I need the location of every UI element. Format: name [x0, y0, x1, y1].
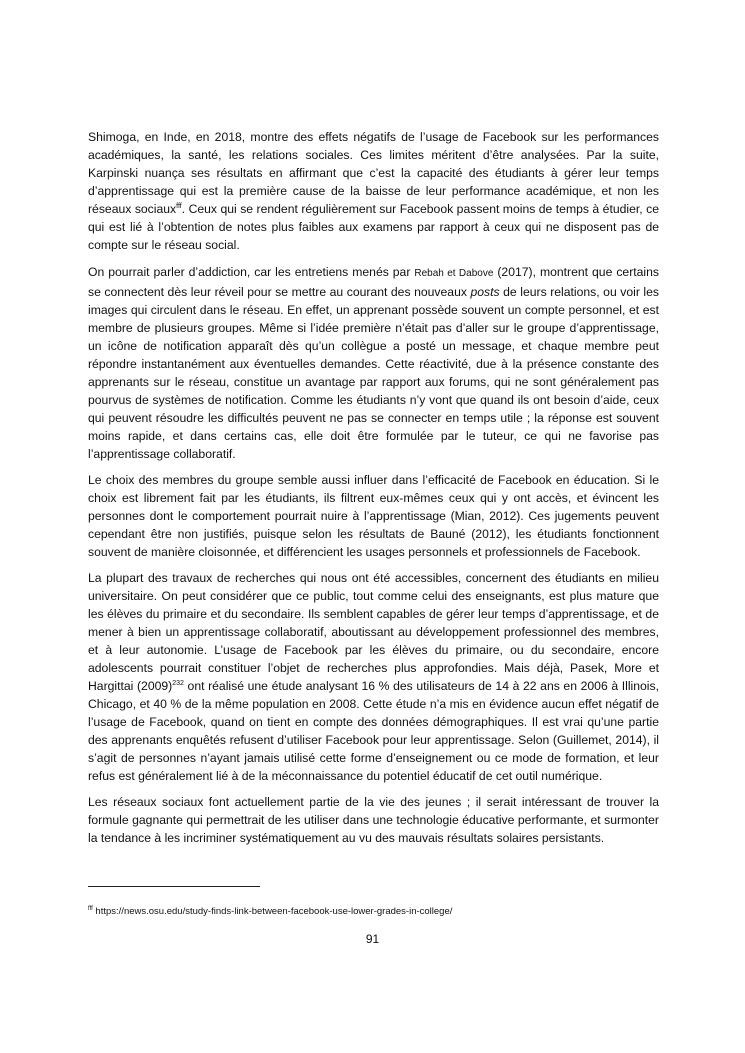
paragraph-2-text-mid: (2017), montrent que certains se connectent dès leur réveil pour se mettre au courant des nouveaux	[88, 265, 659, 299]
footnote-reference[interactable]: fff	[176, 202, 182, 210]
paragraph-3: Le choix des membres du groupe semble aussi influer dans l’efficacité de Facebook en éducation. Si le choix est librement fait par les étudiants, ils filtrent eux-mêmes ceux qui y ont accès, et évincent les personnes dont le comportement pourrait nuire à l’apprentissage (Mian, 2012). Ces jugements peuvent cependant être non justifiés, puisque selon les résultats de Bauné (2012), les étudiants fonctionnent souvent de manière cloisonnée, et différencient les usages personnels et professionnels de Facebook.	[88, 473, 659, 559]
footnote-mark: fff	[88, 905, 93, 912]
paragraph-4	[88, 569, 659, 785]
superscript-reference: 232	[172, 679, 184, 687]
paragraph-5: Les réseaux sociaux font actuellement partie de la vie des jeunes ; il serait intéressant de trouver la formule gagnante qui permettrait de les utiliser dans une technologie éducative performante, et surmonter la tendance à les incriminer systématiquement au vu des mauvais résultats solaires persistants.	[88, 795, 659, 845]
emphasis-posts: posts	[470, 285, 500, 299]
body-text	[88, 128, 659, 855]
paragraph-4-text-cont: ont réalisé une étude analysant 16 % des utilisateurs de 14 à 22 ans en 2006 à Illinois, Chicago, et 40 % de la même population en 2008. Cette étude n’a mis en évidence aucun effet négatif de l’usage de Facebook, quand on tient en compte des données démographiques. Il est vrai qu’une partie des apprenants enquêtés refusent d’utiliser Facebook pour leur apprentissage. Selon (Guillemet, 2014), il s’agit de personnes n’ayant jamais utilisé cette forme d’enseignement ou ce mode de formation, et leur refus est généralement lié à de la méconnaissance du potentiel éducatif de cet outil numérique.	[88, 679, 659, 783]
paragraph-2-text: On pourrait parler d’addiction, car les entretiens menés par	[88, 265, 415, 279]
paragraph-2	[88, 263, 659, 463]
paragraph-1-text: Shimoga, en Inde, en 2018, montre des effets négatifs de l’usage de Facebook sur les performances académiques, la santé, les relations sociales. Ces limites méritent d’être analysées. Par la suite, Karpinski nuança ses résultats en affirmant que c’est la capacité des étudiants à gérer leur temps d’apprentissage qui est la première cause de la baisse de leur performance académique, et non les réseaux sociaux	[88, 130, 659, 216]
footnote	[88, 906, 659, 917]
citation-reference: Rebah et Dabove	[414, 268, 494, 279]
footnote-divider	[88, 886, 260, 887]
paragraph-4-text: La plupart des travaux de recherches qui nous ont été accessibles, concernent des étudiants en milieu universitaire. On peut considérer que ce public, tout comme celui des enseignants, est plus mature que les élèves du primaire et du secondaire. Ils semblent capables de gérer leur temps d’apprentissage, et de mener à bien un apprentissage collaboratif, aboutissant au développement professionnel des membres, et à leur autonomie. L’usage de Facebook par les élèves du primaire, ou du secondaire, encore adolescents pourrait constituer l’objet de recherches plus approfondies. Mais déjà, Pasek, More et Hargittai (2009)	[88, 571, 659, 693]
paragraph-1	[88, 128, 659, 254]
paragraph-1-text-cont: . Ceux qui se rendent régulièrement sur Facebook passent moins de temps à étudier, ce qui est lié à l’obtention de notes plus faibles aux examens par rapport à ceux qui ne disposent pas de compte sur le réseau social.	[88, 202, 659, 252]
footnote-url[interactable]: https://news.osu.edu/study-finds-link-between-facebook-use-lower-grades-in-college/	[92, 906, 453, 917]
paragraph-2-text-end: de leurs relations, ou voir les images qui circulent dans le réseau. En effet, un apprenant possède souvent un compte personnel, et est membre de plusieurs groupes. Même si l’idée première n’était pas d’aller sur le groupe d’apprentissage, un icône de notification apparaît dès qu’un collègue a posté un message, et chaque membre peut répondre instantanément aux éventuelles demandes. Cette réactivité, due à la présence constante des apprenants sur le réseau, constitue un avantage par rapport aux forums, qui ne sont généralement pas pourvus de systèmes de notification. Comme les étudiants n’y vont que quand ils ont besoin d’aide, ceux qui peuvent résoudre les difficultés peuvent ne pas se connecter en temps utile ; la réponse est souvent moins rapide, et dans certains cas, elle doit être formulée par le tuteur, ce qui ne favorise pas l’apprentissage collaboratif.	[88, 285, 660, 461]
page-number: 91	[365, 932, 380, 946]
